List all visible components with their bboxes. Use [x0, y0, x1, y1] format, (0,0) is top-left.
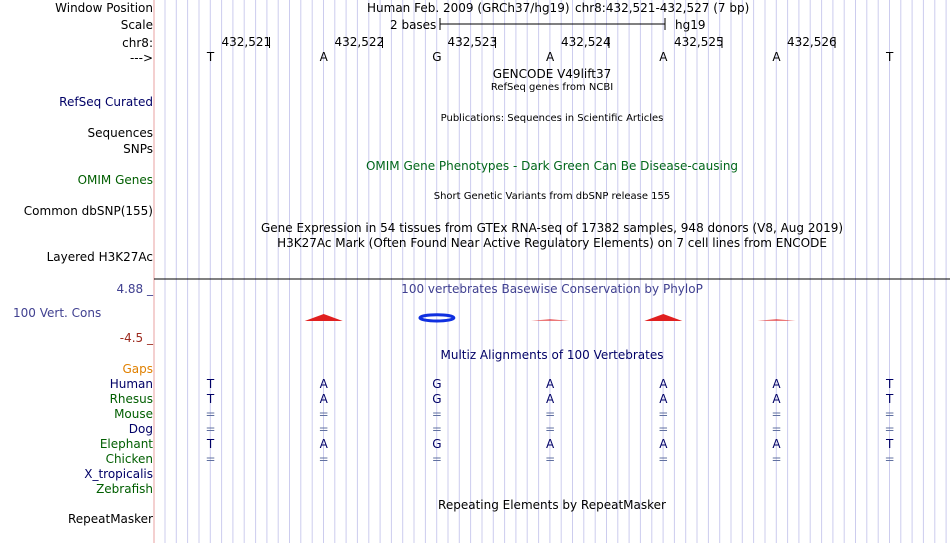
- species-label[interactable]: Human: [109, 377, 153, 391]
- ruler-position-label: 432,525: [674, 35, 724, 49]
- track-title-omim: OMIM Gene Phenotypes - Dark Green Can Be Disease-causing: [365, 159, 739, 173]
- track-label-refseq[interactable]: RefSeq Curated: [59, 95, 153, 109]
- species-label[interactable]: Chicken: [105, 452, 153, 466]
- species-label[interactable]: Zebrafish: [96, 482, 153, 496]
- alignment-base: =: [884, 407, 895, 421]
- track-label-repeatmasker[interactable]: RepeatMasker: [67, 512, 153, 526]
- alignment-base: =: [658, 452, 669, 466]
- alignment-base: =: [431, 407, 442, 421]
- db-text: hg19: [675, 18, 706, 32]
- chrom-label: chr8:: [122, 36, 153, 50]
- track-title-repeatmasker: Repeating Elements by RepeatMasker: [438, 498, 666, 512]
- ruler-position-label: 432,523: [447, 35, 498, 49]
- species-label[interactable]: X_tropicalis: [84, 467, 153, 481]
- sequence-base: G: [432, 50, 442, 64]
- alignment-base: =: [771, 407, 782, 421]
- species-label[interactable]: Dog: [128, 422, 153, 436]
- alignment-base: =: [658, 407, 669, 421]
- alignment-base: A: [545, 377, 555, 391]
- alignment-base: A: [772, 377, 781, 391]
- alignment-base: T: [886, 392, 894, 406]
- ruler-position-label: 432,521: [221, 35, 272, 49]
- alignment-base: =: [545, 422, 556, 436]
- alignment-base: G: [432, 437, 442, 451]
- alignment-base: =: [318, 407, 329, 421]
- alignment-base: =: [205, 407, 216, 421]
- alignment-base: =: [205, 452, 216, 466]
- alignment-base: =: [545, 407, 556, 421]
- sequence-base: A: [772, 50, 781, 64]
- scale-text: 2 bases: [390, 18, 437, 32]
- window-position-label: Window Position: [55, 1, 153, 15]
- alignment-base: =: [771, 422, 782, 436]
- scale-label: Scale: [120, 18, 153, 32]
- conservation-glyph: [644, 314, 682, 321]
- alignment-base: A: [659, 377, 668, 391]
- alignment-base: T: [886, 377, 894, 391]
- sequence-base: A: [659, 50, 668, 64]
- alignment-base: G: [432, 377, 442, 391]
- alignment-base: =: [205, 422, 216, 436]
- track-title-multiz: Multiz Alignments of 100 Vertebrates: [440, 348, 664, 362]
- alignment-base: A: [772, 392, 781, 406]
- conservation-glyph: [531, 319, 569, 321]
- cons-min-label: -4.5 _: [119, 331, 153, 345]
- track-title-gencode: GENCODE V49lift37: [492, 67, 612, 81]
- cons-max-label: 4.88 _: [116, 282, 153, 296]
- track-label-snps[interactable]: SNPs: [123, 142, 153, 156]
- track-label-h3k27ac[interactable]: Layered H3K27Ac: [46, 250, 153, 264]
- alignment-base: =: [771, 452, 782, 466]
- alignment-base: =: [884, 452, 895, 466]
- strand-label[interactable]: --->: [129, 51, 153, 65]
- sequence-base: A: [319, 50, 328, 64]
- track-label-sequences[interactable]: Sequences: [87, 126, 153, 140]
- alignment-base: A: [545, 437, 555, 451]
- alignment-base: A: [319, 437, 328, 451]
- alignment-base: T: [206, 437, 215, 451]
- assembly-title: Human Feb. 2009 (GRCh37/hg19): [367, 1, 570, 15]
- alignment-base: T: [206, 377, 215, 391]
- alignment-base: G: [432, 392, 442, 406]
- ruler-position-label: 432,522: [334, 35, 385, 49]
- alignment-base: A: [319, 392, 328, 406]
- alignment-base: =: [431, 452, 442, 466]
- sequence-base: T: [206, 50, 215, 64]
- position-text: chr8:432,521-432,527 (7 bp): [575, 1, 750, 15]
- alignment-base: A: [659, 437, 668, 451]
- alignment-base: =: [545, 452, 556, 466]
- alignment-base: =: [884, 422, 895, 436]
- conservation-glyph: [305, 314, 343, 321]
- conservation-glyph: [758, 319, 796, 321]
- track-label-omim[interactable]: OMIM Genes: [77, 173, 153, 187]
- alignment-base: A: [545, 392, 555, 406]
- species-label[interactable]: Mouse: [114, 407, 153, 421]
- ruler-position-label: 432,524: [561, 35, 611, 49]
- track-label-conservation[interactable]: 100 Vert. Cons: [13, 306, 102, 320]
- alignment-base: A: [659, 392, 668, 406]
- alignment-base: T: [886, 437, 894, 451]
- track-title-phylop: 100 vertebrates Basewise Conservation by PhyloP: [401, 282, 703, 296]
- track-title-gtex: Gene Expression in 54 tissues from GTEx RNA-seq of 17382 samples, 948 donors (V8, Aug 2019): [260, 221, 844, 235]
- alignment-base: =: [431, 422, 442, 436]
- alignment-base: =: [318, 452, 329, 466]
- track-title-publications: Publications: Sequences in Scientific Articles: [440, 113, 664, 124]
- species-label[interactable]: Rhesus: [109, 392, 153, 406]
- sequence-base: A: [545, 50, 555, 64]
- alignment-base: =: [318, 422, 329, 436]
- alignment-base: A: [772, 437, 781, 451]
- track-title-h3k27ac: H3K27Ac Mark (Often Found Near Active Regulatory Elements) on 7 cell lines from ENCODE: [277, 236, 827, 250]
- track-label-dbsnp[interactable]: Common dbSNP(155): [23, 204, 153, 218]
- sequence-base: T: [886, 50, 894, 64]
- ruler-position-label: 432,526: [787, 35, 837, 49]
- alignment-base: =: [658, 422, 669, 436]
- track-title-dbsnp: Short Genetic Variants from dbSNP release 155: [433, 191, 671, 202]
- track-label-gaps[interactable]: Gaps: [122, 362, 153, 376]
- alignment-base: T: [206, 392, 215, 406]
- species-label[interactable]: Elephant: [99, 437, 153, 451]
- track-title-refseq: RefSeq genes from NCBI: [490, 82, 614, 93]
- alignment-base: A: [319, 377, 328, 391]
